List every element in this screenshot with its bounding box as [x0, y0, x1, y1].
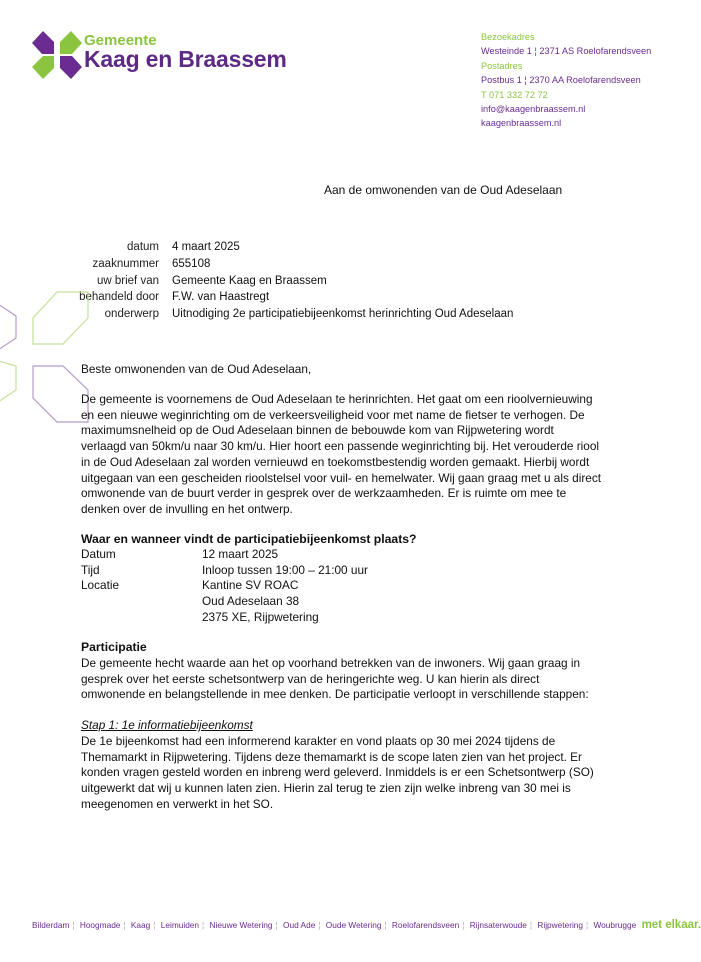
footer-place: Leimuiden: [160, 920, 200, 930]
footer-place: Rijnsaterwoude: [469, 920, 527, 930]
post-address-label: Postadres: [481, 60, 523, 71]
schedule-heading: Waar en wanneer vindt de participatiebijeenkomst plaats?: [81, 532, 417, 546]
schedule-value: Inloop tussen 19:00 – 21:00 uur: [202, 562, 368, 577]
meta-row-handled-by: [60, 289, 513, 306]
visit-address: Westeinde 1 ¦ 2371 AS Roelofarendsveen: [481, 46, 652, 57]
meta-value: 655108: [172, 257, 211, 270]
meta-row-your-letter: [60, 273, 513, 290]
meta-label: onderwerp: [104, 308, 159, 321]
schedule-row-date: [81, 547, 601, 563]
website-link[interactable]: kaagenbraassem.nl: [481, 118, 562, 129]
schedule-row-time: [81, 563, 601, 579]
step1-paragraph: De 1e bijeenkomst had een informerend karakter en vond plaats op 30 mei 2024 tijdens de Themamarkt in Rijpwetering. Tijdens deze themamarkt is de scope laten zien van het project. Er konden vragen gesteld worden en inbreng werd geleverd. Inmiddels is er een Schetsontwerp (SO) uitgewerkt dat wij u kunnen laten zien. Hierin zal terug te zien zijn welke inbreng van 30 mei is meegenomen en verwerkt in het SO.: [81, 734, 594, 811]
address-block: [481, 30, 651, 131]
post-address: Postbus 1 ¦ 2370 AA Roelofarendsveen: [481, 75, 641, 86]
email-link[interactable]: info@kaagenbraassem.nl: [481, 104, 586, 115]
footer-places: Bilderdam ¦ Hoogmade ¦ Kaag ¦ Leimuiden ¦ Nieuwe Wetering ¦ Oud Ade ¦ Oude Wetering ¦ Roelofarendsveen ¦ Rijnsaterwoude ¦ Rijpwetering ¦ Woubrugge met elkaar.: [32, 919, 701, 931]
schedule-value: 2375 XE, Rijpwetering: [202, 609, 319, 624]
letter-metadata: [60, 239, 513, 323]
footer-place: Nieuwe Wetering: [209, 920, 273, 930]
recipient-line: Aan de omwonenden van de Oud Adeselaan: [324, 183, 563, 197]
meta-row-subject: [60, 306, 513, 323]
letter-greeting: Beste omwonenden van de Oud Adeselaan,: [81, 362, 312, 376]
visit-address-label: Bezoekadres: [481, 32, 535, 42]
meta-value: Gemeente Kaag en Braassem: [172, 274, 327, 287]
schedule-row-location-street: [81, 594, 601, 610]
logo-text-name: Kaag en Braassem: [84, 46, 287, 72]
phone-number: T 071 332 72 72: [481, 89, 548, 100]
meta-label: datum: [127, 241, 159, 253]
footer-place: Oude Wetering: [325, 920, 382, 930]
schedule-table: [81, 547, 601, 626]
municipality-logo: [32, 30, 322, 82]
schedule-row-location-city: [81, 610, 601, 626]
meta-label: uw brief van: [96, 274, 159, 287]
schedule-label: Locatie: [81, 578, 120, 593]
footer-place: Woubrugge: [593, 920, 637, 930]
meta-value: Uitnodiging 2e participatiebijeenkomst herinrichting Oud Adeselaan: [172, 308, 514, 321]
footer-slogan: met elkaar.: [641, 919, 701, 931]
footer-place: Rijpwetering: [537, 920, 584, 930]
meta-label: behandeld door: [79, 291, 159, 304]
footer-place: Bilderdam: [32, 920, 70, 930]
intro-paragraph: De gemeente is voornemens de Oud Adeselaan te herinrichten. Het gaat om een rioolvernieuwing en een nieuwe weginrichting om de verkeersveiligheid voor met name de fietser te verhogen. De maximumsnelheid op de Oud Adeselaan binnen de bebouwde kom van Rijpwetering wordt verlaagd van 50km/u naar 30 km/u. Hier hoort een passende weginrichting bij. Het verouderde riool in de Oud Adeselaan zal worden vernieuwd en toekomstbestendig worden gemaakt. Hierbij wordt uitgegaan van een gescheiden rioolstelsel voor vuil- en hemelwater. Wij gaan graag met u als direct omwonende van de buurt verder in gesprek over de werkzaamheden. Er is ruimte om mee te denken over de invulling en het ontwerp.: [81, 392, 602, 516]
footer-place: Roelofarendsveen: [391, 920, 460, 930]
footer-place: Kaag: [130, 920, 151, 930]
footer-place: Oud Ade: [283, 920, 316, 930]
footer-place: Hoogmade: [79, 920, 121, 930]
schedule-label: Tijd: [81, 562, 100, 577]
meta-label: zaaknummer: [92, 257, 159, 270]
schedule-value: Kantine SV ROAC: [202, 578, 299, 593]
schedule-label: Datum: [81, 547, 116, 561]
schedule-value: Oud Adeselaan 38: [202, 594, 300, 609]
meta-row-date: [60, 239, 513, 256]
meta-value: 4 maart 2025: [172, 241, 240, 253]
meta-row-case-number: [60, 256, 513, 273]
participation-heading: Participatie: [81, 640, 147, 654]
schedule-row-location: [81, 578, 601, 594]
schedule-value: 12 maart 2025: [202, 547, 279, 561]
participation-paragraph: De gemeente hecht waarde aan het op voorhand betrekken van de inwoners. Wij gaan graag in gesprek over het eerste schetsontwerp van de heringerichte weg. U kan hierin als direct omwonende en belangstellende in mee denken. De participatie verloopt in verschillende stappen:: [81, 656, 589, 702]
logo-mark-icon: [32, 30, 82, 80]
step1-heading: Stap 1: 1e informatiebijeenkomst: [81, 718, 253, 732]
logo-text-gemeente: Gemeente: [84, 32, 157, 49]
meta-value: F.W. van Haastregt: [172, 291, 270, 304]
